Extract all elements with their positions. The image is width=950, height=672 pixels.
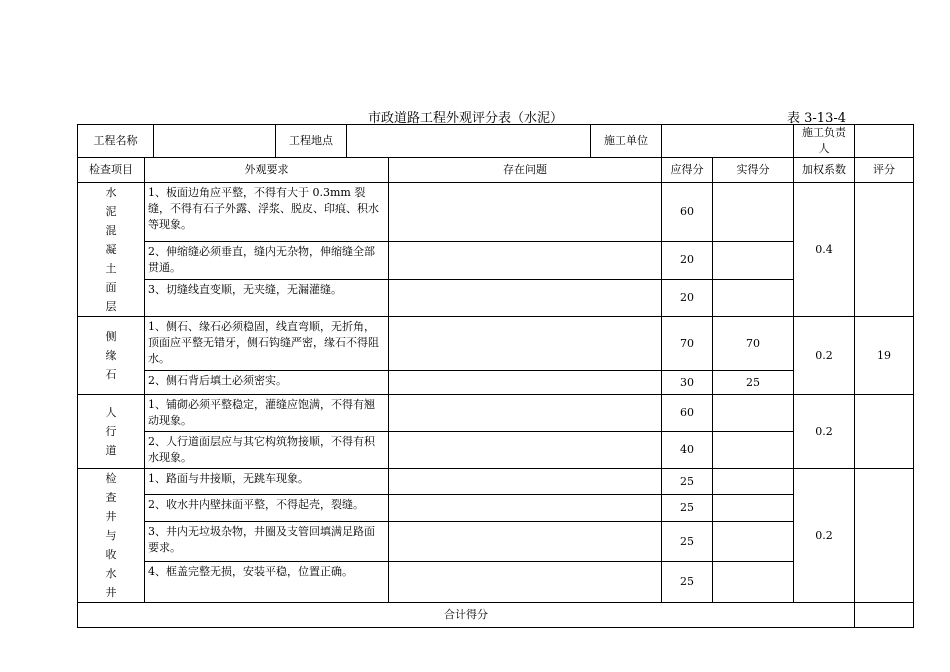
- form-title: 市政道路工程外观评分表（水泥）: [368, 111, 564, 126]
- problem-cell[interactable]: [389, 317, 662, 371]
- score-value[interactable]: [855, 469, 914, 603]
- problem-cell[interactable]: [389, 395, 662, 432]
- actual-score[interactable]: [713, 562, 794, 603]
- requirement-text: 1、侧石、缘石必须稳固，线直弯顺，无折角，顶面应平整无错牙，侧石钩缝严密，缘石不得阻水。: [145, 317, 389, 371]
- actual-score[interactable]: 70: [713, 317, 794, 371]
- col-should: 应得分: [662, 158, 713, 183]
- group-name-manhole: 检 查 井 与 收 水 井: [78, 469, 145, 603]
- total-label: 合计得分: [78, 603, 855, 628]
- requirement-text: 1、板面边角应平整，不得有大于 0.3mm 裂缝，不得有石子外露、浮浆、脱皮、印痕、积水等现象。: [145, 183, 389, 242]
- col-problem: 存在问题: [389, 158, 662, 183]
- requirement-text: 4、框盖完整无损，安装平稳，位置正确。: [145, 562, 389, 603]
- actual-score[interactable]: [713, 183, 794, 242]
- actual-score[interactable]: [713, 469, 794, 495]
- group-name-concrete: 水 泥 混 凝 土 面 层: [78, 183, 145, 317]
- actual-score[interactable]: [713, 395, 794, 432]
- problem-cell[interactable]: [389, 495, 662, 521]
- value-construction-unit[interactable]: [662, 125, 794, 158]
- score-value[interactable]: 19: [855, 317, 914, 395]
- problem-cell[interactable]: [389, 241, 662, 279]
- col-item: 检查项目: [78, 158, 145, 183]
- table-row: [78, 317, 914, 371]
- problem-cell[interactable]: [389, 183, 662, 242]
- label-construction-leader: 施工负责人: [794, 125, 855, 158]
- value-project-name[interactable]: [154, 125, 276, 158]
- requirement-text: 1、路面与井接顺，无跳车现象。: [145, 469, 389, 495]
- problem-cell[interactable]: [389, 279, 662, 316]
- should-score: 20: [662, 241, 713, 279]
- total-value[interactable]: [855, 603, 914, 628]
- table-row: [78, 279, 914, 316]
- col-requirement: 外观要求: [145, 158, 389, 183]
- should-score: 60: [662, 183, 713, 242]
- should-score: 70: [662, 317, 713, 371]
- table-row: [78, 395, 914, 432]
- actual-score[interactable]: [713, 495, 794, 521]
- table-number: 表 3-13-4: [787, 111, 847, 126]
- requirement-text: 3、切缝线直变顺，无夹缝，无漏灌缝。: [145, 279, 389, 316]
- table-row: [78, 432, 914, 469]
- coef-value: 0.4: [794, 183, 855, 317]
- table-row: [78, 469, 914, 495]
- header-row-2: [78, 158, 914, 183]
- title-bar: [0, 107, 950, 125]
- header-row-1: [78, 125, 914, 158]
- actual-score[interactable]: [713, 432, 794, 469]
- requirement-text: 2、伸缩缝必须垂直，缝内无杂物，伸缩缝全部贯通。: [145, 241, 389, 279]
- table-row: [78, 241, 914, 279]
- requirement-text: 3、井内无垃圾杂物，井圈及支管回填满足路面要求。: [145, 521, 389, 562]
- table-row: [78, 371, 914, 395]
- problem-cell[interactable]: [389, 432, 662, 469]
- table-row: [78, 562, 914, 603]
- group-name-curb: 侧 缘 石: [78, 317, 145, 395]
- table-row: [78, 495, 914, 521]
- should-score: 20: [662, 279, 713, 316]
- should-score: 25: [662, 469, 713, 495]
- actual-score[interactable]: [713, 279, 794, 316]
- table-row: [78, 521, 914, 562]
- coef-value: 0.2: [794, 469, 855, 603]
- value-construction-leader[interactable]: [855, 125, 914, 158]
- table-row: [78, 183, 914, 242]
- col-actual: 实得分: [713, 158, 794, 183]
- actual-score[interactable]: [713, 241, 794, 279]
- should-score: 25: [662, 521, 713, 562]
- label-project-name: 工程名称: [78, 125, 154, 158]
- total-row: [78, 603, 914, 628]
- problem-cell[interactable]: [389, 371, 662, 395]
- requirement-text: 2、侧石背后填土必须密实。: [145, 371, 389, 395]
- score-value[interactable]: [855, 183, 914, 317]
- should-score: 25: [662, 495, 713, 521]
- coef-value: 0.2: [794, 317, 855, 395]
- col-score: 评分: [855, 158, 914, 183]
- should-score: 25: [662, 562, 713, 603]
- problem-cell[interactable]: [389, 562, 662, 603]
- should-score: 40: [662, 432, 713, 469]
- requirement-text: 1、铺砌必须平整稳定，灌缝应饱满，不得有翘动现象。: [145, 395, 389, 432]
- problem-cell[interactable]: [389, 521, 662, 562]
- requirement-text: 2、人行道面层应与其它构筑物接顺，不得有积水现象。: [145, 432, 389, 469]
- should-score: 60: [662, 395, 713, 432]
- actual-score[interactable]: 25: [713, 371, 794, 395]
- score-value[interactable]: [855, 395, 914, 469]
- score-table: [77, 124, 914, 628]
- label-construction-unit: 施工单位: [591, 125, 662, 158]
- problem-cell[interactable]: [389, 469, 662, 495]
- should-score: 30: [662, 371, 713, 395]
- actual-score[interactable]: [713, 521, 794, 562]
- col-coef: 加权系数: [794, 158, 855, 183]
- value-project-site[interactable]: [347, 125, 591, 158]
- label-project-site: 工程地点: [276, 125, 347, 158]
- coef-value: 0.2: [794, 395, 855, 469]
- group-name-sidewalk: 人 行 道: [78, 395, 145, 469]
- requirement-text: 2、收水井内壁抹面平整，不得起壳，裂缝。: [145, 495, 389, 521]
